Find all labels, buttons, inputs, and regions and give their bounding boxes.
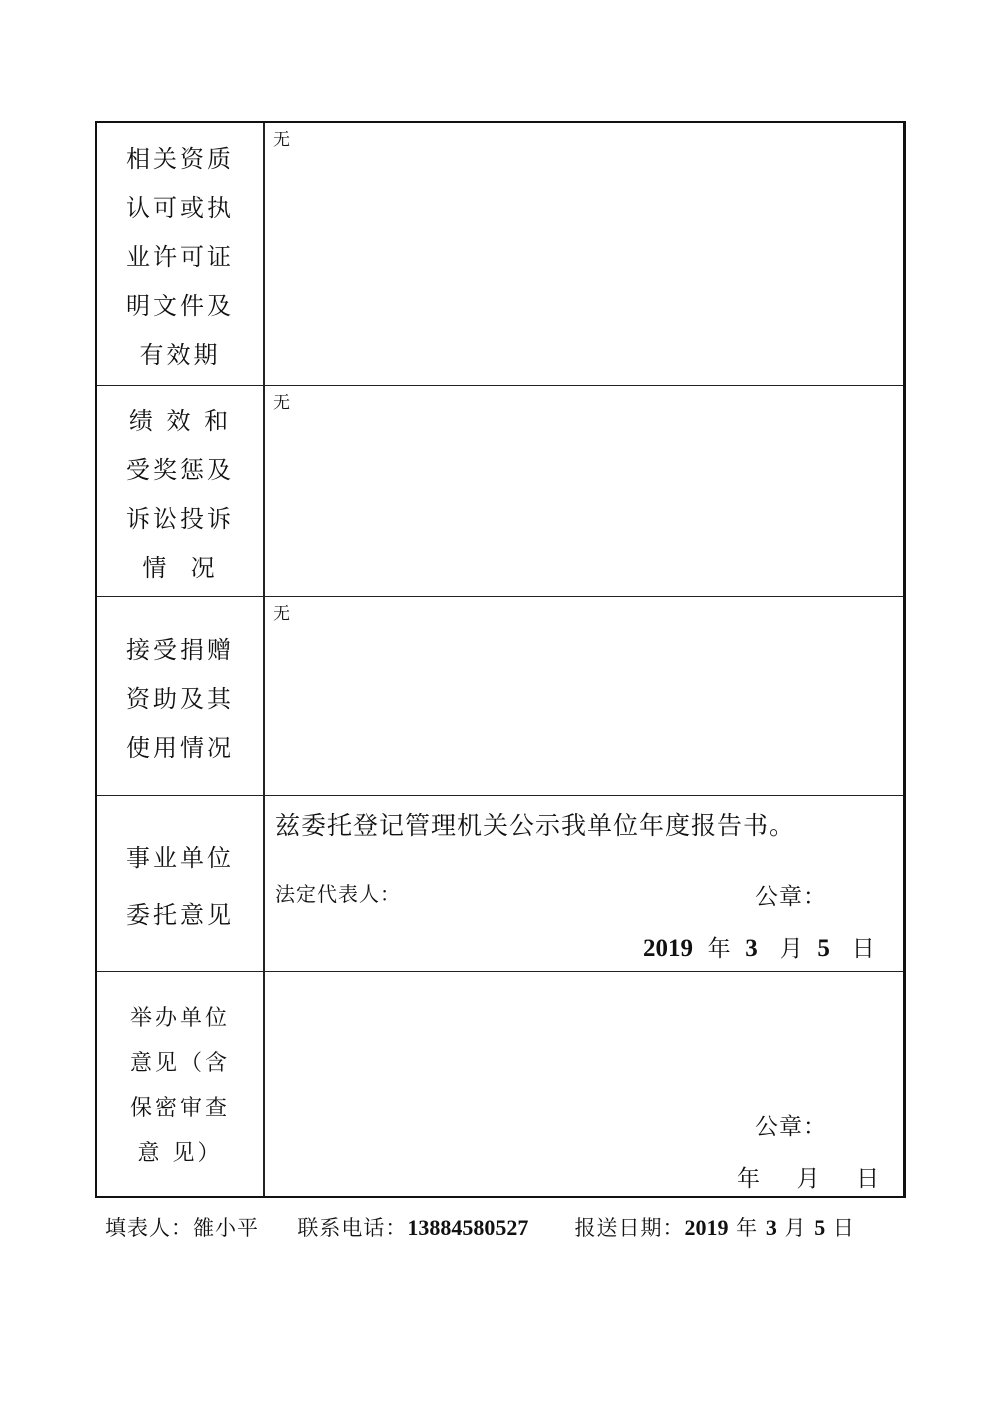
day-char: 日 bbox=[832, 1216, 855, 1240]
performance-value-cell[interactable] bbox=[265, 386, 903, 597]
sponsor-label bbox=[97, 972, 265, 1196]
entrust-label bbox=[97, 796, 265, 972]
label-line: 使用情况 bbox=[126, 734, 234, 762]
label-line: 认可或执 bbox=[126, 193, 234, 222]
month-char: 月 bbox=[779, 936, 803, 962]
label-line: 有效期 bbox=[139, 340, 221, 369]
entrust-statement: 兹委托登记管理机关公示我单位年度报告书。 bbox=[275, 811, 796, 840]
sponsor-date bbox=[737, 1160, 879, 1193]
donation-value-cell[interactable] bbox=[265, 597, 903, 796]
label-line: 事业单位 bbox=[126, 844, 234, 872]
day-char: 日 bbox=[856, 1166, 880, 1192]
entrust-month: 3 bbox=[745, 935, 758, 962]
year-char: 年 bbox=[707, 936, 731, 962]
qualification-label bbox=[97, 123, 265, 385]
label-line: 相关资质 bbox=[126, 144, 234, 173]
label-line: 业许可证 bbox=[126, 242, 234, 271]
entrust-year: 2019 bbox=[643, 935, 693, 962]
performance-row bbox=[97, 385, 903, 597]
label-line: 意 见） bbox=[137, 1141, 223, 1166]
performance-value: 无 bbox=[273, 393, 290, 413]
phone-number: 13884580527 bbox=[407, 1215, 529, 1240]
label-line: 意见（含 bbox=[129, 1051, 230, 1076]
label-line: 举办单位 bbox=[129, 1006, 230, 1031]
entrust-value-cell bbox=[265, 796, 903, 972]
day-char: 日 bbox=[851, 936, 875, 962]
label-line: 委托意见 bbox=[126, 901, 234, 929]
legal-representative-label: 法定代表人： bbox=[275, 882, 401, 906]
entrust-day: 5 bbox=[817, 935, 830, 962]
filler-label: 填表人： bbox=[105, 1216, 193, 1240]
entrust-row bbox=[97, 795, 903, 972]
sponsor-value-cell[interactable] bbox=[265, 972, 903, 1196]
phone-label: 联系电话： bbox=[297, 1216, 408, 1240]
sponsor-seal-label: 公章： bbox=[755, 1114, 827, 1140]
month-char: 月 bbox=[784, 1216, 807, 1240]
month-char: 月 bbox=[796, 1166, 820, 1192]
label-line: 明文件及 bbox=[126, 291, 234, 320]
label-line: 诉讼投诉 bbox=[126, 504, 234, 533]
entrust-seal-label: 公章： bbox=[755, 884, 827, 910]
year-char: 年 bbox=[737, 1166, 760, 1192]
footer-month: 3 bbox=[765, 1215, 777, 1240]
label-line: 接受捐赠 bbox=[126, 636, 234, 664]
footer-year: 2019 bbox=[684, 1215, 729, 1240]
label-line: 保密审查 bbox=[129, 1096, 230, 1121]
year-char: 年 bbox=[736, 1216, 759, 1240]
label-line: 绩 效 和 bbox=[128, 406, 232, 435]
entrust-date bbox=[643, 930, 875, 963]
label-line: 受奖惩及 bbox=[126, 455, 234, 484]
qualification-value: 无 bbox=[273, 130, 290, 150]
performance-label bbox=[97, 386, 265, 597]
donation-row bbox=[97, 596, 903, 796]
filler-name: 雒小平 bbox=[193, 1216, 259, 1240]
form-footer bbox=[105, 1212, 905, 1242]
qualification-row bbox=[97, 123, 903, 385]
report-form-table bbox=[95, 121, 906, 1198]
footer-day: 5 bbox=[814, 1215, 826, 1240]
donation-label bbox=[97, 597, 265, 796]
sponsor-row bbox=[97, 971, 903, 1196]
label-line: 资助及其 bbox=[126, 685, 234, 713]
date-label: 报送日期： bbox=[574, 1216, 685, 1240]
label-line: 情 况 bbox=[142, 553, 218, 582]
qualification-value-cell[interactable] bbox=[265, 123, 903, 385]
donation-value: 无 bbox=[273, 604, 290, 624]
